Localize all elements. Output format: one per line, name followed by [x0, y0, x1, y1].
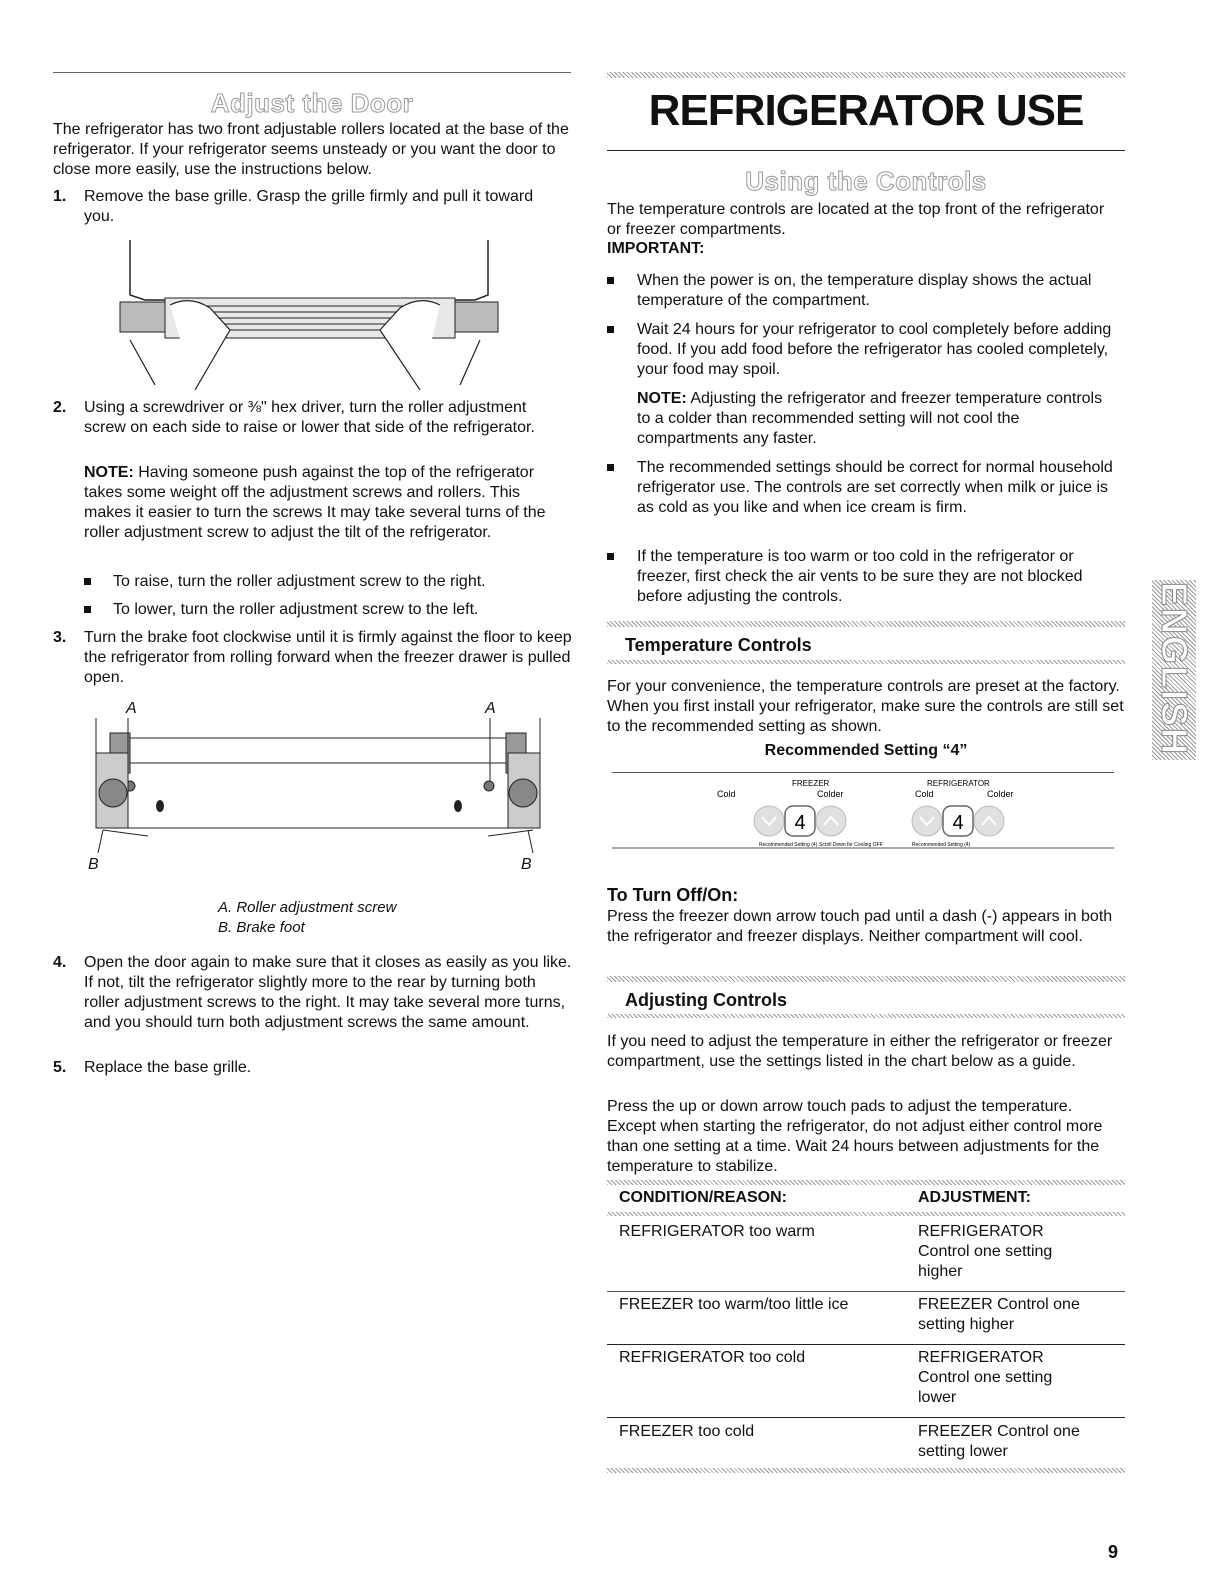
roller-illustration — [88, 718, 548, 858]
fig-label-a-right: A — [485, 700, 496, 717]
adjustment-cell: REFRIGERATOR Control one setting lower — [918, 1349, 1053, 1406]
note-text: Having someone push against the top of the refrigerator takes some weight off the adjustment screws and rollers. This makes it easier to turn the screws It may take several turns of the roller adjustment screw to adjust the tilt of the refrigerator. — [84, 464, 546, 541]
step-text: Open the door again to make sure that it closes as easily as you like. If not, tilt the refrigerator slightly more to the rear by turning both roller adjustment screws to the right. It may take several more turns, and you should turn both adjustment screws the same amount. — [84, 954, 572, 1031]
note-text: Adjusting the refrigerator and freezer temperature controls to a colder than recommended setting will not cool the compartments any faster. — [637, 390, 1103, 447]
left-top-rule — [53, 72, 571, 73]
bullet-square-icon — [607, 326, 614, 333]
refrigerator-digit: 4 — [952, 812, 964, 834]
header-condition: CONDITION/REASON: — [619, 1189, 787, 1206]
panel-scroll-label: Scroll Down for Cooling OFF — [819, 842, 883, 848]
panel-rec-label-refrigerator: Recommended Setting (4) — [912, 842, 971, 848]
recommended-setting-label: Recommended Setting “4” — [764, 742, 968, 759]
table-hatch-header — [607, 1212, 1125, 1216]
base-grille-illustration — [110, 240, 500, 390]
bullet-text: To lower, turn the roller adjustment screw to the left. — [113, 601, 479, 618]
bullet-square-icon — [607, 553, 614, 560]
right-note — [637, 389, 1117, 449]
right-top-hatch — [607, 72, 1125, 78]
turn-off-on-heading: To Turn Off/On: — [607, 885, 739, 905]
note-label: NOTE: — [84, 464, 134, 481]
figure-caption — [218, 898, 396, 938]
bullet-text: When the power is on, the temperature display shows the actual temperature of the compartment. — [637, 272, 1092, 309]
refrigerator-down-arrow-icon — [912, 806, 942, 836]
side-tab-english — [1152, 580, 1196, 760]
header-adjustment: ADJUSTMENT: — [918, 1189, 1031, 1206]
table-row-divider — [607, 1344, 1125, 1345]
condition-cell: REFRIGERATOR too warm — [619, 1223, 815, 1240]
table-hatch-top — [607, 1180, 1125, 1185]
main-title-rule — [607, 150, 1125, 151]
refrigerator-up-arrow-icon — [974, 806, 1004, 836]
temp-controls-text: For your convenience, the temperature controls are preset at the factory. When you first install your refrigerator, make sure the controls are still set to the recommended setting as shown. — [607, 678, 1124, 735]
step-number: 1. — [53, 188, 67, 205]
bullet-text: The recommended settings should be correct for normal household refrigerator use. The controls are set correctly when milk or juice is as cold as you like and when ice cream is firm. — [637, 459, 1113, 516]
adjustment-cell: FREEZER Control one setting lower — [918, 1423, 1080, 1460]
panel-rec-label-freezer: Recommended Setting (4) — [759, 842, 818, 848]
panel-top-rule — [612, 772, 1114, 773]
turn-off-on-text: Press the freezer down arrow touch pad until a dash (-) appears in both the refrigerator and freezer displays. Neither compartment will cool. — [607, 908, 1113, 945]
bullet-square-icon — [84, 606, 91, 613]
freezer-display — [785, 806, 815, 836]
table-row-divider — [607, 1417, 1125, 1418]
bullet-square-icon — [607, 464, 614, 471]
side-tab-text: ENGLISH — [1154, 581, 1195, 756]
condition-cell: REFRIGERATOR too cold — [619, 1349, 806, 1366]
page-number: 9 — [1108, 1542, 1119, 1562]
panel-refrigerator-label: REFRIGERATOR — [927, 779, 990, 788]
fig-label-b-left: B — [88, 856, 99, 873]
bullet-text: If the temperature is too warm or too cold in the refrigerator or freezer, first check the air vents to be sure they are not blocked before adjusting the controls. — [637, 548, 1083, 605]
bullet-square-icon — [84, 578, 91, 585]
adjust-door-intro: The refrigerator has two front adjustable rollers located at the base of the refrigerator. If your refrigerator seems unsteady or you want the door to close more easily, use the instructions below. — [53, 121, 569, 178]
panel-colder-label: Colder — [817, 789, 844, 799]
fig-label-a-left: A — [126, 700, 137, 717]
temp-controls-hatch-top — [607, 621, 1125, 627]
freezer-up-arrow-icon — [816, 806, 846, 836]
step-text: Turn the brake foot clockwise until it is firmly against the floor to keep the refrigerator from rolling forward when the freezer drawer is pulled open. — [84, 629, 572, 686]
temp-controls-heading: Temperature Controls — [625, 635, 812, 655]
freezer-down-arrow-icon — [754, 806, 784, 836]
caption-a: A. Roller adjustment screw — [218, 899, 397, 916]
using-controls-title: Using the Controls — [745, 166, 987, 196]
condition-cell: FREEZER too warm/too little ice — [619, 1296, 849, 1313]
controls-intro: The temperature controls are located at the top front of the refrigerator or freezer compartments. — [607, 201, 1105, 238]
adjusting-text-1: If you need to adjust the temperature in either the refrigerator or freezer compartment, use the settings listed in the chart below as a guide. — [607, 1033, 1113, 1070]
freezer-digit: 4 — [794, 812, 806, 834]
important-label: IMPORTANT: — [607, 240, 705, 257]
adjusting-controls-heading: Adjusting Controls — [625, 990, 787, 1010]
fig-label-b-right: B — [521, 856, 532, 873]
main-title: REFRIGERATOR USE — [648, 86, 1084, 135]
step-number: 5. — [53, 1059, 67, 1076]
adjusting-text-2: Press the up or down arrow touch pads to adjust the temperature. Except when starting the refrigerator, do not adjust either control more than one setting at a time. Wait 24 hours between adjustments for the temperature to stabilize. — [607, 1098, 1103, 1175]
table-hatch-bottom — [607, 1468, 1125, 1473]
bullet-square-icon — [607, 277, 614, 284]
temp-controls-hatch-bottom — [607, 660, 1125, 664]
control-panel-illustration — [612, 776, 1114, 856]
adjusting-hatch-top — [607, 976, 1125, 982]
step-number: 3. — [53, 629, 67, 646]
panel-cold-label: Cold — [717, 789, 736, 799]
step-text: Using a screwdriver or ⅜" hex driver, turn the roller adjustment screw on each side to raise or lower that side of the refrigerator. — [84, 399, 535, 436]
table-row-divider — [607, 1291, 1125, 1292]
caption-b: B. Brake foot — [218, 919, 305, 936]
bullet-text: To raise, turn the roller adjustment screw to the right. — [113, 573, 486, 590]
panel-freezer-label: FREEZER — [792, 779, 830, 788]
adjustment-cell: REFRIGERATOR Control one setting higher — [918, 1223, 1053, 1280]
adjust-door-title: Adjust the Door — [210, 88, 414, 118]
adjusting-hatch-bottom — [607, 1014, 1125, 1018]
adjustment-cell: FREEZER Control one setting higher — [918, 1296, 1080, 1333]
panel-cold-label: Cold — [915, 789, 934, 799]
refrigerator-display — [943, 806, 973, 836]
condition-cell: FREEZER too cold — [619, 1423, 755, 1440]
step-number: 2. — [53, 399, 67, 416]
left-note — [84, 463, 570, 543]
step-text: Replace the base grille. — [84, 1059, 252, 1076]
bullet-text: Wait 24 hours for your refrigerator to cool completely before adding food. If you add food before the refrigerator has cooled completely, your food may spoil. — [637, 321, 1112, 378]
step-number: 4. — [53, 954, 67, 971]
step-text: Remove the base grille. Grasp the grille firmly and pull it toward you. — [84, 188, 534, 225]
panel-colder-label: Colder — [987, 789, 1014, 799]
note-label: NOTE: — [637, 390, 687, 407]
